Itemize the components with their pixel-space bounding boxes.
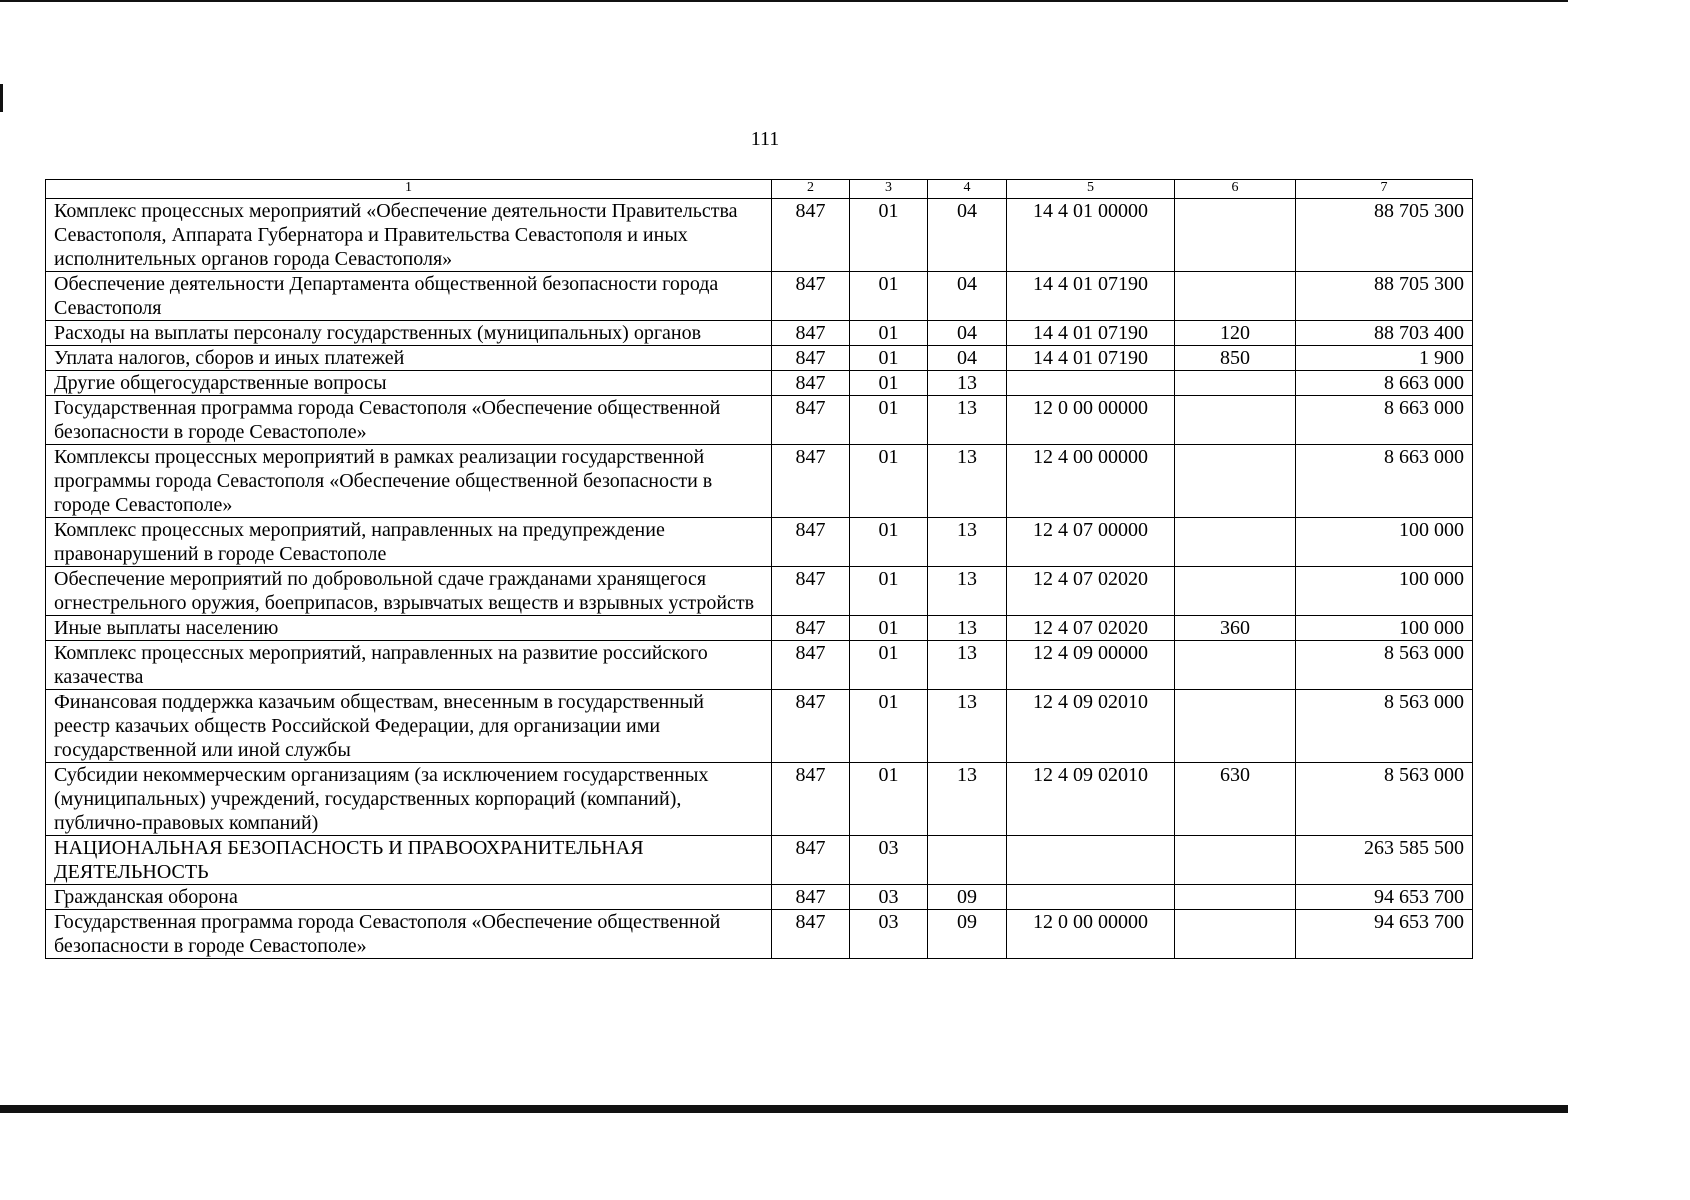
target-article-cell: 14 4 01 07190	[1007, 321, 1175, 346]
expense-type-cell	[1175, 396, 1296, 445]
admin-code-cell: 847	[772, 641, 850, 690]
table-row	[46, 396, 1473, 445]
section-cell: 03	[850, 836, 928, 885]
table-row	[46, 763, 1473, 836]
amount-cell: 8 663 000	[1296, 371, 1473, 396]
row-name-cell: Комплексы процессных мероприятий в рамках реализации государственной программы города Севастополя «Обеспечение общественной безопасности в городе Севастополе»	[46, 445, 772, 518]
subsection-cell: 13	[928, 616, 1007, 641]
subsection-cell: 13	[928, 763, 1007, 836]
subsection-cell: 04	[928, 346, 1007, 371]
amount-cell: 88 705 300	[1296, 199, 1473, 272]
expense-type-cell: 850	[1175, 346, 1296, 371]
subsection-cell: 13	[928, 396, 1007, 445]
amount-cell: 94 653 700	[1296, 885, 1473, 910]
expense-type-cell	[1175, 567, 1296, 616]
row-name-cell: Расходы на выплаты персоналу государственных (муниципальных) органов	[46, 321, 772, 346]
column-header: 3	[850, 180, 928, 199]
amount-cell: 8 663 000	[1296, 445, 1473, 518]
target-article-cell: 12 4 09 02010	[1007, 763, 1175, 836]
row-name-cell: Уплата налогов, сборов и иных платежей	[46, 346, 772, 371]
target-article-cell: 12 0 00 00000	[1007, 910, 1175, 959]
subsection-cell: 04	[928, 321, 1007, 346]
table-row	[46, 321, 1473, 346]
section-cell: 01	[850, 445, 928, 518]
amount-cell: 8 563 000	[1296, 641, 1473, 690]
admin-code-cell: 847	[772, 199, 850, 272]
expense-type-cell	[1175, 641, 1296, 690]
target-article-cell: 12 4 07 00000	[1007, 518, 1175, 567]
amount-cell: 1 900	[1296, 346, 1473, 371]
row-name-cell: Гражданская оборона	[46, 885, 772, 910]
expense-type-cell	[1175, 690, 1296, 763]
admin-code-cell: 847	[772, 567, 850, 616]
subsection-cell: 13	[928, 690, 1007, 763]
table-row	[46, 690, 1473, 763]
target-article-cell: 12 4 07 02020	[1007, 567, 1175, 616]
table-row	[46, 836, 1473, 885]
expense-type-cell	[1175, 371, 1296, 396]
admin-code-cell: 847	[772, 885, 850, 910]
section-cell: 01	[850, 616, 928, 641]
section-cell: 01	[850, 690, 928, 763]
admin-code-cell: 847	[772, 518, 850, 567]
subsection-cell	[928, 836, 1007, 885]
target-article-cell: 12 4 09 00000	[1007, 641, 1175, 690]
amount-cell: 100 000	[1296, 518, 1473, 567]
amount-cell: 263 585 500	[1296, 836, 1473, 885]
target-article-cell	[1007, 836, 1175, 885]
row-name-cell: Комплекс процессных мероприятий, направленных на развитие российского казачества	[46, 641, 772, 690]
expense-type-cell	[1175, 199, 1296, 272]
table-row	[46, 910, 1473, 959]
target-article-cell: 12 4 09 02010	[1007, 690, 1175, 763]
amount-cell: 8 563 000	[1296, 690, 1473, 763]
admin-code-cell: 847	[772, 616, 850, 641]
admin-code-cell: 847	[772, 396, 850, 445]
target-article-cell: 14 4 01 07190	[1007, 346, 1175, 371]
expense-type-cell: 630	[1175, 763, 1296, 836]
table-row	[46, 445, 1473, 518]
expense-type-cell	[1175, 836, 1296, 885]
column-header: 5	[1007, 180, 1175, 199]
admin-code-cell: 847	[772, 690, 850, 763]
column-header: 7	[1296, 180, 1473, 199]
row-name-cell: Обеспечение мероприятий по добровольной сдаче гражданами хранящегося огнестрельного оружия, боеприпасов, взрывчатых веществ и взрывных устройств	[46, 567, 772, 616]
admin-code-cell: 847	[772, 763, 850, 836]
column-header: 1	[46, 180, 772, 199]
admin-code-cell: 847	[772, 371, 850, 396]
row-name-cell: НАЦИОНАЛЬНАЯ БЕЗОПАСНОСТЬ И ПРАВООХРАНИТЕЛЬНАЯ ДЕЯТЕЛЬНОСТЬ	[46, 836, 772, 885]
subsection-cell: 04	[928, 272, 1007, 321]
amount-cell: 88 705 300	[1296, 272, 1473, 321]
target-article-cell: 12 4 00 00000	[1007, 445, 1175, 518]
subsection-cell: 13	[928, 518, 1007, 567]
column-header: 6	[1175, 180, 1296, 199]
subsection-cell: 09	[928, 885, 1007, 910]
table-row	[46, 518, 1473, 567]
row-name-cell: Государственная программа города Севастополя «Обеспечение общественной безопасности в городе Севастополе»	[46, 910, 772, 959]
amount-cell: 8 563 000	[1296, 763, 1473, 836]
subsection-cell: 04	[928, 199, 1007, 272]
table-header	[46, 180, 1473, 199]
table-row	[46, 199, 1473, 272]
section-cell: 01	[850, 371, 928, 396]
subsection-cell: 13	[928, 641, 1007, 690]
amount-cell: 100 000	[1296, 616, 1473, 641]
admin-code-cell: 847	[772, 346, 850, 371]
target-article-cell: 12 0 00 00000	[1007, 396, 1175, 445]
target-article-cell: 14 4 01 00000	[1007, 199, 1175, 272]
budget-table	[45, 179, 1473, 959]
row-name-cell: Комплекс процессных мероприятий «Обеспечение деятельности Правительства Севастополя, Аппарата Губернатора и Правительства Севастополя и иных исполнительных органов города Севастополя»	[46, 199, 772, 272]
admin-code-cell: 847	[772, 910, 850, 959]
scan-top-edge	[0, 0, 1568, 2]
table-row	[46, 272, 1473, 321]
page-number: 111	[750, 128, 780, 150]
admin-code-cell: 847	[772, 445, 850, 518]
row-name-cell: Другие общегосударственные вопросы	[46, 371, 772, 396]
subsection-cell: 09	[928, 910, 1007, 959]
section-cell: 01	[850, 199, 928, 272]
expense-type-cell: 360	[1175, 616, 1296, 641]
column-header: 4	[928, 180, 1007, 199]
admin-code-cell: 847	[772, 321, 850, 346]
table-row	[46, 885, 1473, 910]
section-cell: 01	[850, 641, 928, 690]
table-row	[46, 346, 1473, 371]
target-article-cell: 14 4 01 07190	[1007, 272, 1175, 321]
expense-type-cell	[1175, 518, 1296, 567]
row-name-cell: Субсидии некоммерческим организациям (за исключением государственных (муниципальных) учреждений, государственных корпораций (компаний), публично-правовых компаний)	[46, 763, 772, 836]
expense-type-cell	[1175, 445, 1296, 518]
section-cell: 01	[850, 346, 928, 371]
row-name-cell: Государственная программа города Севастополя «Обеспечение общественной безопасности в городе Севастополе»	[46, 396, 772, 445]
amount-cell: 94 653 700	[1296, 910, 1473, 959]
column-number-row	[46, 180, 1473, 199]
expense-type-cell: 120	[1175, 321, 1296, 346]
row-name-cell: Обеспечение деятельности Департамента общественной безопасности города Севастополя	[46, 272, 772, 321]
row-name-cell: Иные выплаты населению	[46, 616, 772, 641]
section-cell: 03	[850, 885, 928, 910]
column-header: 2	[772, 180, 850, 199]
section-cell: 01	[850, 567, 928, 616]
scan-bottom-edge	[0, 1105, 1568, 1113]
amount-cell: 88 703 400	[1296, 321, 1473, 346]
section-cell: 01	[850, 763, 928, 836]
table-row	[46, 371, 1473, 396]
row-name-cell: Финансовая поддержка казачьим обществам, внесенным в государственный реестр казачьих обществ Российской Федерации, для организации ими государственной или иной службы	[46, 690, 772, 763]
section-cell: 01	[850, 518, 928, 567]
admin-code-cell: 847	[772, 836, 850, 885]
table-row	[46, 567, 1473, 616]
admin-code-cell: 847	[772, 272, 850, 321]
subsection-cell: 13	[928, 445, 1007, 518]
table-row	[46, 616, 1473, 641]
scan-margin-mark	[0, 84, 3, 112]
table-row	[46, 641, 1473, 690]
subsection-cell: 13	[928, 371, 1007, 396]
target-article-cell	[1007, 371, 1175, 396]
amount-cell: 8 663 000	[1296, 396, 1473, 445]
section-cell: 03	[850, 910, 928, 959]
amount-cell: 100 000	[1296, 567, 1473, 616]
expense-type-cell	[1175, 885, 1296, 910]
section-cell: 01	[850, 272, 928, 321]
section-cell: 01	[850, 321, 928, 346]
section-cell: 01	[850, 396, 928, 445]
subsection-cell: 13	[928, 567, 1007, 616]
expense-type-cell	[1175, 910, 1296, 959]
row-name-cell: Комплекс процессных мероприятий, направленных на предупреждение правонарушений в городе Севастополе	[46, 518, 772, 567]
target-article-cell	[1007, 885, 1175, 910]
table-body	[46, 199, 1473, 959]
target-article-cell: 12 4 07 02020	[1007, 616, 1175, 641]
expense-type-cell	[1175, 272, 1296, 321]
